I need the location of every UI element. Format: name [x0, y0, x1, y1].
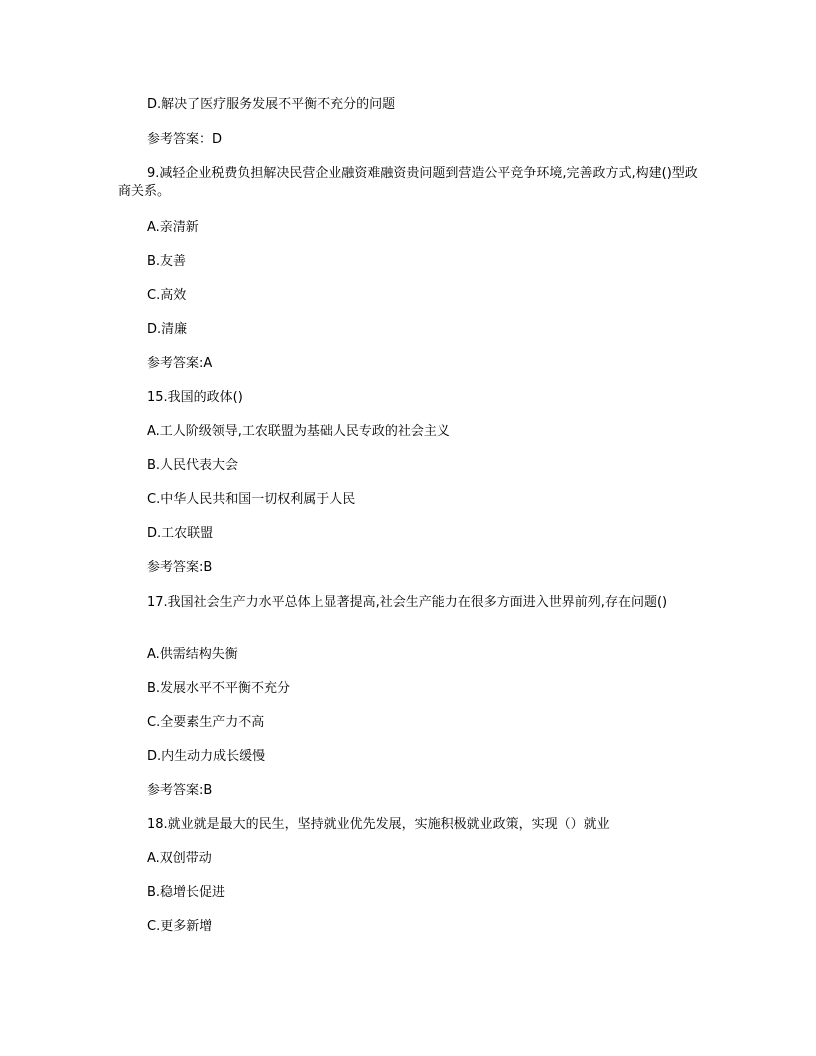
question-15: 15.我国的政体(): [147, 390, 243, 405]
question-15-option-a: A.工人阶级领导,工农联盟为基础人民专政的社会主义: [147, 424, 450, 439]
question-18: 18.就业就是最大的民生，坚持就业优先发展，实施积极就业政策，实现（）就业: [147, 817, 610, 832]
question-17-option-c: C.全要素生产力不高: [147, 715, 265, 730]
question-17-option-a: A.供需结构失衡: [147, 647, 238, 662]
question-9-option-d: D.清廉: [147, 322, 188, 337]
question-9-option-b: B.友善: [147, 254, 187, 269]
question-18-option-a: A.双创带动: [147, 851, 212, 866]
answer-prev-question: 参考答案：D: [147, 132, 223, 147]
question-15-option-c: C.中华人民共和国一切权利属于人民: [147, 492, 356, 507]
question-15-option-b: B.人民代表大会: [147, 458, 239, 473]
question-9-answer: 参考答案:A: [147, 356, 213, 371]
question-15-answer: 参考答案:B: [147, 560, 213, 575]
question-9-option-a: A.亲清新: [147, 220, 199, 235]
question-18-option-b: B.稳增长促进: [147, 885, 226, 900]
question-17-answer: 参考答案:B: [147, 783, 213, 798]
option-d-prev-question: D.解决了医疗服务发展不平衡不充分的问题: [147, 97, 396, 112]
question-9-option-c: C.高效: [147, 288, 187, 303]
question-18-option-c: C.更多新增: [147, 919, 213, 934]
question-15-option-d: D.工农联盟: [147, 526, 214, 541]
question-17-option-b: B.发展水平不平衡不充分: [147, 681, 291, 696]
question-17-option-d: D.内生动力成长缓慢: [147, 749, 266, 764]
question-9: 9.减轻企业税费负担解决民营企业融资难融资贵问题到营造公平竞争环境,完善政方式,构建()型政商关系。: [118, 166, 698, 199]
question-17: 17.我国社会生产力水平总体上显著提高,社会生产能力在很多方面进入世界前列,存在问题(): [147, 595, 668, 610]
